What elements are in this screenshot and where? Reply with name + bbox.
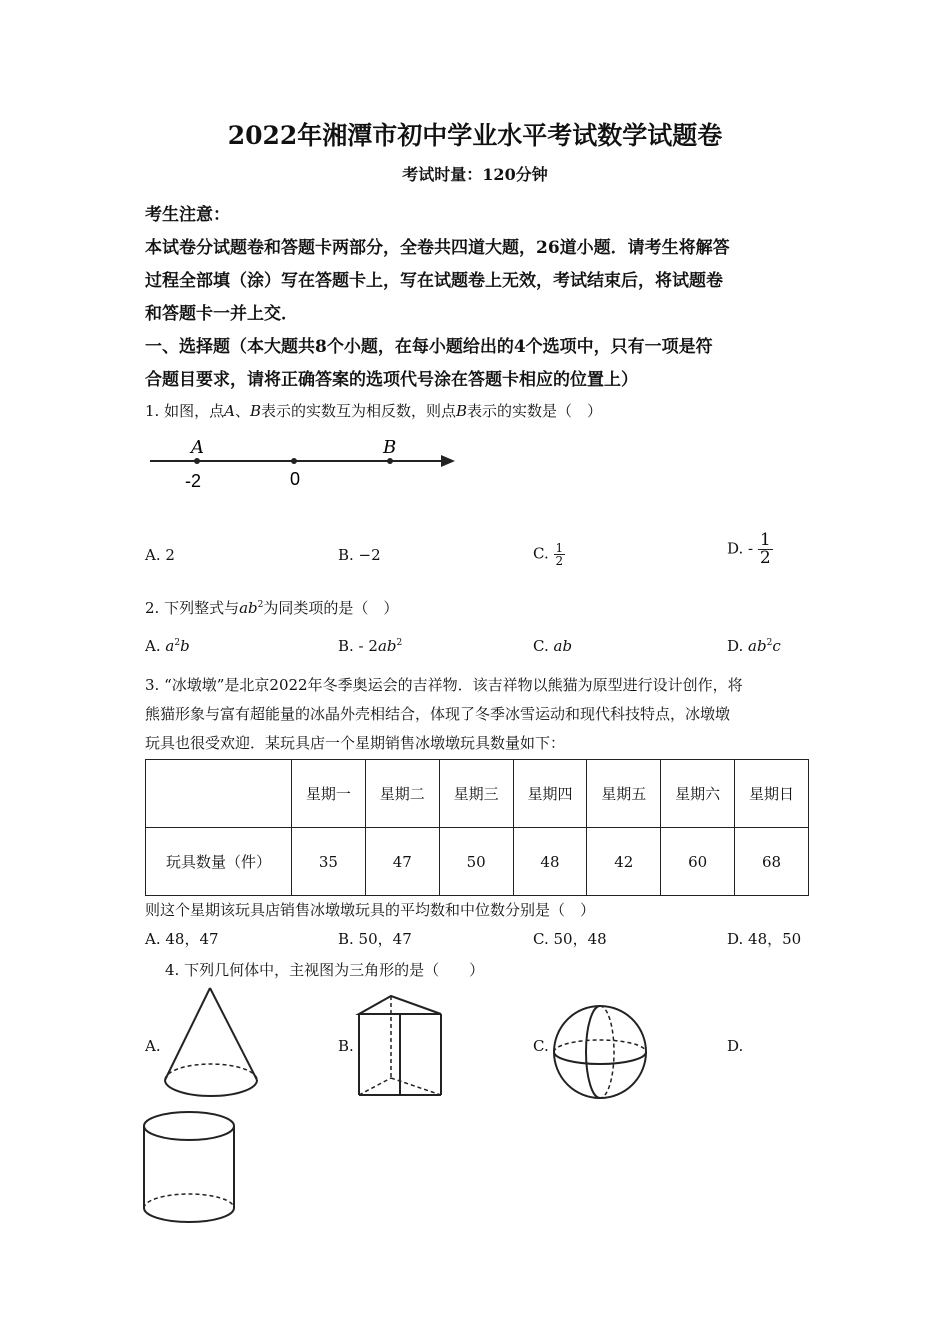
- q1-text: 1. 如图，点A、B表示的实数互为相反数，则点B表示的实数是（ ）: [145, 402, 603, 420]
- table-header-cell: 星期五: [587, 760, 661, 828]
- notice-line-3: 和答题卡一并上交．: [145, 304, 298, 324]
- q2-option-c: C. ab: [533, 637, 573, 655]
- q2-option-b: B. - $2ab^2$: [338, 637, 403, 655]
- table-cell: 68: [735, 828, 809, 896]
- point-b-label: B: [383, 437, 397, 458]
- q4-option-d-label: D.: [727, 1037, 744, 1055]
- cone-figure: [160, 985, 262, 1101]
- q3-option-d: D. 48，50: [727, 930, 802, 948]
- notice-heading: 考生注意：: [145, 205, 230, 225]
- q3-line-2: 熊猫形象与富有超能量的冰晶外壳相结合，体现了冬季冰雪运动和现代科技特点，冰墩墩: [145, 705, 731, 723]
- cylinder-figure: [140, 1108, 240, 1226]
- point-a-dot: [194, 458, 200, 464]
- q4-option-b-label: B.: [338, 1037, 354, 1055]
- table-header-row: [146, 760, 809, 828]
- table-header-cell: 星期四: [513, 760, 587, 828]
- table-cell: 35: [292, 828, 366, 896]
- q1-option-c: C. $\frac{1}{2}$: [533, 541, 564, 568]
- q4-option-a-label: A.: [145, 1037, 161, 1055]
- table-cell: 47: [365, 828, 439, 896]
- tick-label-zero: 0: [290, 469, 301, 489]
- q3-option-b: B. 50，47: [338, 930, 412, 948]
- point-b-dot: [387, 458, 393, 464]
- table-header-cell: 星期三: [439, 760, 513, 828]
- section1-line-1: 一、选择题（本大题共8个小题，在每小题给出的4个选项中，只有一项是符: [145, 337, 713, 357]
- table-header-cell: [146, 760, 292, 828]
- origin-dot: [291, 458, 297, 464]
- notice-line-2: 过程全部填（涂）写在答题卡上，写在试题卷上无效，考试结束后，将试题卷: [145, 271, 723, 291]
- table-header-cell: 星期六: [661, 760, 735, 828]
- table-header-cell: 星期二: [365, 760, 439, 828]
- q3-line-3: 玩具也很受欢迎．某玩具店一个星期销售冰墩墩玩具数量如下：: [145, 734, 566, 752]
- q1-option-b: B. −2: [338, 546, 381, 564]
- q4-option-c-label: C.: [533, 1037, 549, 1055]
- table-header-cell: 星期日: [735, 760, 809, 828]
- q4-text: 4. 下列几何体中，主视图为三角形的是（ ）: [165, 961, 485, 979]
- exam-duration: 考试时量：120分钟: [402, 165, 548, 184]
- table-row-label: 玩具数量（件）: [146, 828, 292, 896]
- q3-option-a: A. 48，47: [145, 930, 219, 948]
- number-line-arrow: [441, 455, 455, 467]
- page-title: 2022年湘潭市初中学业水平考试数学试题卷: [227, 121, 723, 150]
- table-cell: 50: [439, 828, 513, 896]
- number-line-figure: [145, 430, 465, 500]
- tick-label-minus-two: -2: [185, 471, 202, 491]
- triangular-prism-figure: [355, 992, 447, 1102]
- q2-option-d: D. $ab^2c$: [727, 637, 781, 655]
- sales-table: [145, 759, 809, 896]
- table-cell: 60: [661, 828, 735, 896]
- q3-after-text: 则这个星期该玩具店销售冰墩墩玩具的平均数和中位数分别是（ ）: [145, 901, 596, 919]
- table-header-cell: 星期一: [292, 760, 366, 828]
- sphere-figure: [550, 1002, 650, 1102]
- section1-line-2: 合题目要求，请将正确答案的选项代号涂在答题卡相应的位置上）: [145, 370, 638, 390]
- point-a-label: A: [191, 437, 204, 458]
- q3-line-1: 3. “冰墩墩”是北京2022年冬季奥运会的吉祥物．该吉祥物以熊猫为原型进行设计创作，将: [145, 676, 743, 694]
- q2-option-a: A. $a^2b$: [145, 637, 190, 655]
- q1-option-a: A. 2: [145, 546, 175, 564]
- q1-option-d: D. - $\frac{1}{2}$: [727, 530, 771, 568]
- q2-text: 2. 下列整式与$ab^2$为同类项的是（ ）: [145, 599, 399, 617]
- table-cell: 48: [513, 828, 587, 896]
- table-row: [146, 828, 809, 896]
- table-cell: 42: [587, 828, 661, 896]
- notice-line-1: 本试卷分试题卷和答题卡两部分，全卷共四道大题，26道小题．请考生将解答: [145, 238, 730, 258]
- q3-option-c: C. 50，48: [533, 930, 607, 948]
